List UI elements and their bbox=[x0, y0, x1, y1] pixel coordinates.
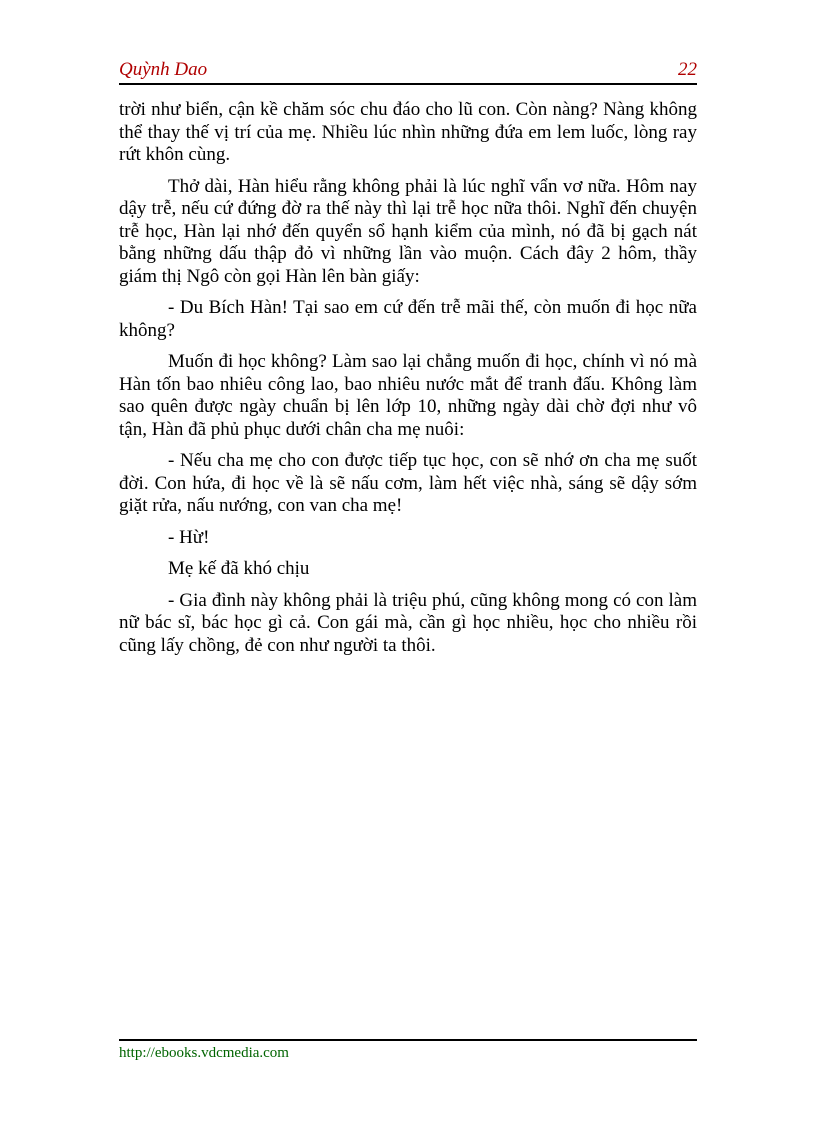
paragraph-8: - Gia đình này không phải là triệu phú, cũng không mong có con làm nữ bác sĩ, bác học gì cả. Con gái mà, cần gì học nhiều, học cho nhiều rồi cũng lấy chồng, đẻ con như người ta thôi. bbox=[119, 589, 697, 656]
paragraph-5: - Nếu cha mẹ cho con được tiếp tục học, con sẽ nhớ ơn cha mẹ suốt đời. Con hứa, đi học về là sẽ nấu cơm, làm hết việc nhà, sáng sẽ dậy sớm giặt rửa, nấu nướng, con van cha mẹ! bbox=[119, 450, 697, 516]
paragraph-1: trời như biển, cận kề chăm sóc chu đáo cho lũ con. Còn nàng? Nàng không thể thay thế vị trí của mẹ. Nhiều lúc nhìn những đứa em lem luốc, lòng ray rứt khôn cùng. bbox=[119, 99, 697, 165]
page-body bbox=[119, 99, 697, 666]
paragraph-7: Mẹ kế đã khó chịu bbox=[168, 558, 310, 579]
footer-divider bbox=[119, 1039, 697, 1041]
page-number: 22 bbox=[678, 59, 697, 80]
paragraph-4: Muốn đi học không? Làm sao lại chẳng muốn đi học, chính vì nó mà Hàn tốn bao nhiêu công lao, bao nhiêu nước mắt để tranh đấu. Không làm sao quên được ngày chuẩn bị lên lớp 10, những ngày dài chờ đợi như vô tận, Hàn đã phủ phục dưới chân cha mẹ nuôi: bbox=[119, 351, 697, 440]
page-header bbox=[119, 59, 697, 85]
book-title: Quỳnh Dao bbox=[119, 59, 208, 80]
paragraph-3: - Du Bích Hàn! Tại sao em cứ đến trễ mãi thế, còn muốn đi học nữa không? bbox=[119, 297, 697, 341]
paragraph-6: - Hừ! bbox=[168, 526, 210, 548]
footer-link[interactable]: http://ebooks.vdcmedia.com bbox=[119, 1045, 289, 1061]
paragraph-2: Thở dài, Hàn hiểu rằng không phải là lúc nghĩ vẩn vơ nữa. Hôm nay dậy trễ, nếu cứ đứng đờ ra thế này thì lại trễ học nữa thôi. Nghĩ đến chuyện trễ học, Hàn lại nhớ đến quyển sổ hạnh kiểm của mình, nó đã bị gạch nát bằng những dấu thập đỏ vì những lần vào muộn. Cách đây 2 hôm, thầy giám thị Ngô còn gọi Hàn lên bàn giấy: bbox=[119, 175, 697, 287]
